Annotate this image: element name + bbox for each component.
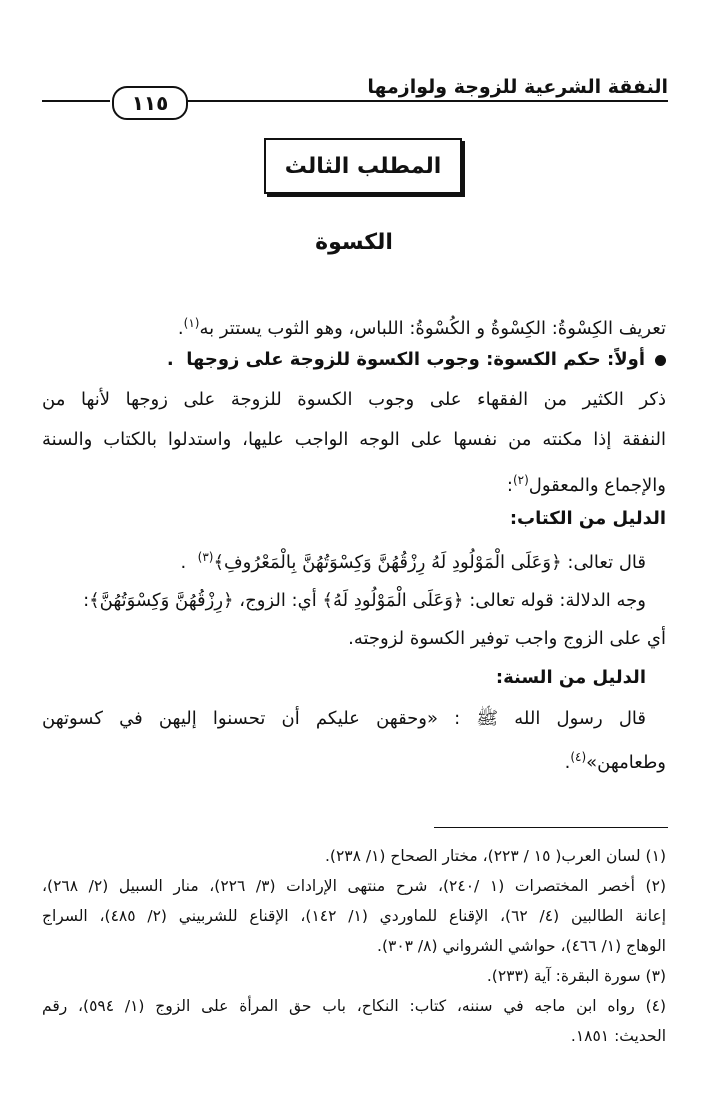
footnote-ref-2[interactable]: (٢) [512,473,529,487]
point-1-label: أولاً: حكم الكسوة: وجوب الكسوة للزوجة على زوجها [186,349,645,370]
footnote-4-line-2: الحديث: ١٨٥١. [570,1027,666,1045]
definition-line [42,312,666,340]
paragraph-1-line-3 [42,469,666,497]
hadith-line-1: قال رسول الله ﷺ : «وحقهن عليكم أن تحسنوا إليهن في كسوتهن [42,708,646,729]
footnote-ref-1[interactable]: (١) [183,316,200,330]
footnote-3: (٣) سورة البقرة: آية (٢٣٣). [486,967,666,985]
inference-line-2: أي على الزوج واجب توفير الكسوة لزوجته. [348,628,666,649]
paragraph-1-line-1: ذكر الكثير من الفقهاء على وجوب الكسوة للزوجة على زوجها لأنها من [42,389,666,410]
point-1-heading [42,349,666,371]
footnote-2-line-1: (٢) أخصر المختصرات (١ /٢٤٠)، شرح منتهى الإرادات (٣/ ٢٢٦)، منار السبيل (٢/ ٢٦٨)، [42,877,666,895]
footnote-1: (١) لسان العرب( ١٥ / ٢٢٣)، مختار الصحاح (١/ ٢٣٨). [324,847,666,865]
sunnah-proof-heading: الدليل من السنة: [495,667,646,688]
footnote-2-line-2: إعانة الطالبين (٤/ ٦٢)، الإقناع للماوردي (١/ ١٤٢)، الإقناع للشربيني (٢/ ٤٨٥)، السراج [42,907,666,925]
footnote-ref-3[interactable]: (٣) [197,550,214,564]
verse-text: ﴿وَعَلَى الْمَوْلُودِ لَهُ رِزْقُهُنَّ وَكِسْوَتُهُنَّ بِالْمَعْرُوفِ﴾ [213,552,562,573]
footnote-2-line-3: الوهاج (١/ ٤٦٦)، حواشي الشرواني (٨/ ٣٠٣). [377,937,666,955]
definition-text: تعريف الكِسْوةُ: الكِسْوةُ و الكُسْوةُ: اللباس، وهو الثوب يستتر به [199,318,666,339]
footnote-ref-4[interactable]: (٤) [570,750,587,764]
paragraph-1-end: : [506,475,513,496]
hadith-line-2 [42,746,666,774]
paragraph-1-line-2: النفقة إذا مكنته من نفسها على الوجه الواجب عليها، واستدلوا بالكتاب والسنة [42,429,666,450]
footnote-4-line-1: (٤) رواه ابن ماجه في سننه، كتاب: النكاح، باب حق المرأة على الزوج (١/ ٥٩٤)، رقم [42,997,667,1015]
page-number: ١١٥ [112,86,188,120]
hadith-end: . [564,752,571,773]
paragraph-1-text: والإجماع والمعقول [528,475,666,496]
header-rule-right [186,100,668,102]
footnote-separator [434,827,668,828]
header-rule-left [42,100,110,102]
point-1-end: . [166,349,174,370]
inference-line: وجه الدلالة: قوله تعالى: ﴿وَعَلَى الْمَوْلُودِ لَهُ﴾ أي: الزوج، ﴿رِزْقُهُنَّ وَكِسْوَتُهُنَّ﴾: [83,590,646,611]
running-header-title: النفقة الشرعية للزوجة ولوازمها [367,76,668,98]
section-title-box: المطلب الثالث [264,138,462,194]
definition-end: . [177,318,184,339]
hadith-text: وطعامهن» [586,752,666,773]
verse-line [42,546,646,574]
verse-intro: قال تعالى: [567,552,646,573]
section-heading: الكسوة [315,230,393,255]
book-proof-heading: الدليل من الكتاب: [509,508,666,529]
bullet-icon [655,355,666,366]
verse-end: . [180,552,187,573]
